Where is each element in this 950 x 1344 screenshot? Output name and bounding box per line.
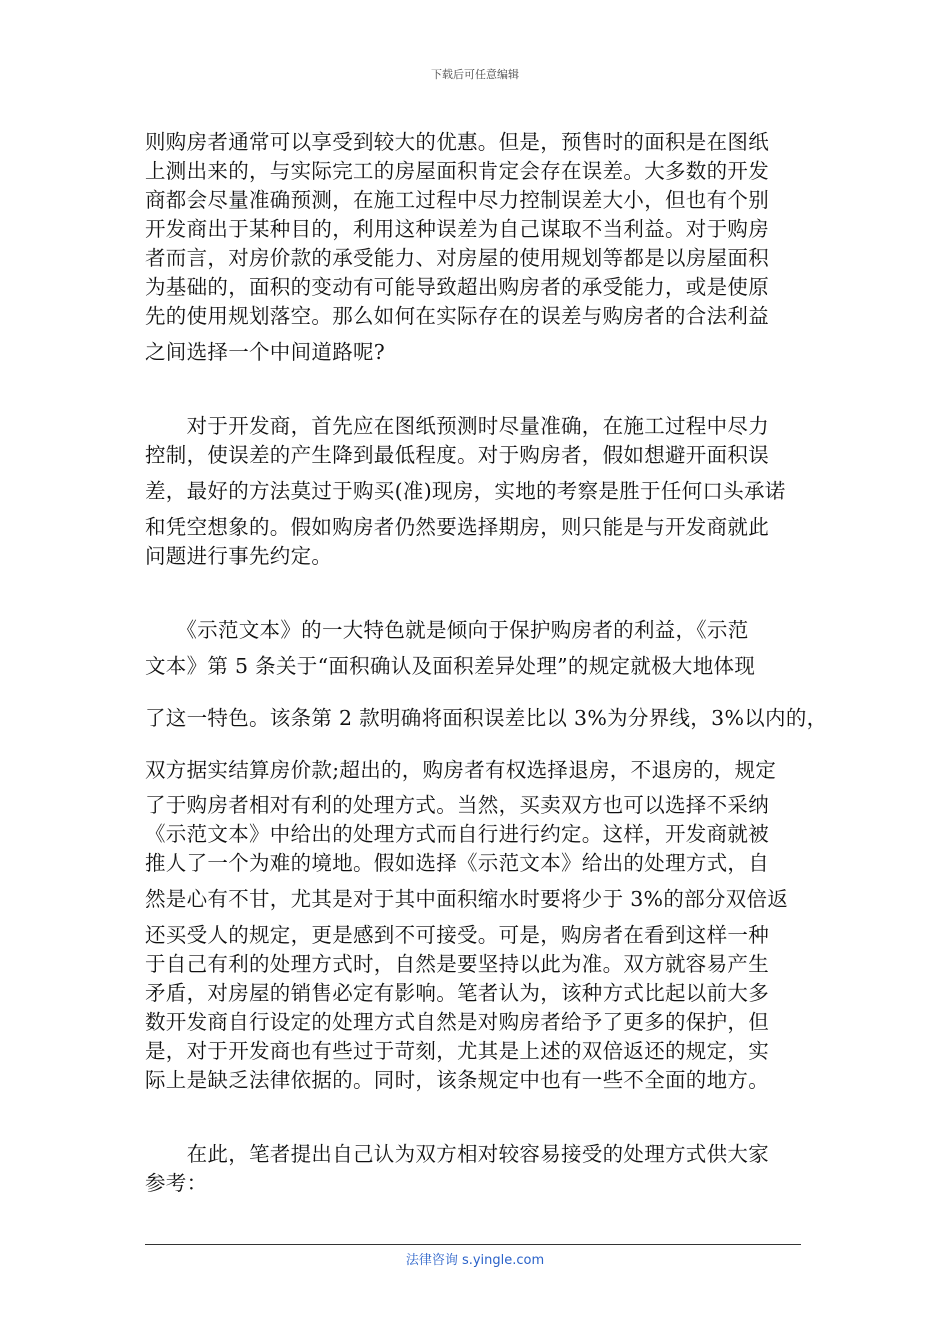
footer-divider	[145, 1244, 801, 1245]
text-line: 了这一特色。该条第 2 款明确将面积误差比以 3%为分界线，3%以内的，	[145, 706, 828, 730]
text-line: 《示范文本》中给出的处理方式而自行进行约定。这样，开发商就被	[145, 822, 769, 846]
page-footer: 法律咨询 s.yingle.com	[405, 1253, 545, 1268]
text-line: 于自己有利的处理方式时，自然是要坚持以此为准。双方就容易产生	[145, 952, 769, 976]
text-line: 文本》第 5 条关于“面积确认及面积差异处理”的规定就极大地体现	[145, 654, 756, 678]
text-line: 开发商出于某种目的，利用这种误差为自己谋取不当利益。对于购房	[145, 217, 769, 241]
text-line: 是，对于开发商也有些过于苛刻，尤其是上述的双倍返还的规定，实	[145, 1039, 769, 1063]
page-header: 下载后可任意编辑	[431, 68, 519, 81]
text-line: 和凭空想象的。假如购房者仍然要选择期房，则只能是与开发商就此	[145, 515, 769, 539]
text-line: 际上是缺乏法律依据的。同时，该条规定中也有一些不全面的地方。	[145, 1068, 769, 1092]
text-line: 参考：	[145, 1171, 208, 1195]
text-line: 商都会尽量准确预测，在施工过程中尽力控制误差大小，但也有个别	[145, 188, 769, 212]
text-line: 者而言，对房价款的承受能力、对房屋的使用规划等都是以房屋面积	[145, 246, 769, 270]
text-line: 问题进行事先约定。	[145, 544, 333, 568]
text-line: 控制，使误差的产生降到最低程度。对于购房者，假如想避开面积误	[145, 443, 769, 467]
text-line: 差，最好的方法莫过于购买(准)现房，实地的考察是胜于任何口头承诺	[145, 479, 786, 503]
text-line: 为基础的，面积的变动有可能导致超出购房者的承受能力，或是使原	[145, 275, 769, 299]
text-line: 则购房者通常可以享受到较大的优惠。但是，预售时的面积是在图纸	[145, 130, 769, 154]
text-line: 在此，笔者提出自己认为双方相对较容易接受的处理方式供大家	[145, 1142, 769, 1166]
text-line: 还买受人的规定，更是感到不可接受。可是，购房者在看到这样一种	[145, 923, 769, 947]
text-line: 对于开发商，首先应在图纸预测时尽量准确，在施工过程中尽力	[145, 414, 769, 438]
text-line: 然是心有不甘，尤其是对于其中面积缩水时要将少于 3%的部分双倍返	[145, 887, 789, 911]
text-line: 先的使用规划落空。那么如何在实际存在的误差与购房者的合法利益	[145, 304, 769, 328]
text-line: 之间选择一个中间道路呢?	[145, 340, 386, 364]
text-line: 推人了一个为难的境地。假如选择《示范文本》给出的处理方式，自	[145, 851, 769, 875]
text-line: 《示范文本》的一大特色就是倾向于保护购房者的利益，《示范	[145, 618, 749, 642]
text-line: 数开发商自行设定的处理方式自然是对购房者给予了更多的保护，但	[145, 1010, 769, 1034]
text-line: 了于购房者相对有利的处理方式。当然，买卖双方也可以选择不采纳	[145, 793, 769, 817]
text-line: 双方据实结算房价款;超出的，购房者有权选择退房，不退房的，规定	[145, 758, 777, 782]
text-line: 上测出来的，与实际完工的房屋面积肯定会存在误差。大多数的开发	[145, 159, 769, 183]
text-line: 矛盾，对房屋的销售必定有影响。笔者认为，该种方式比起以前大多	[145, 981, 769, 1005]
